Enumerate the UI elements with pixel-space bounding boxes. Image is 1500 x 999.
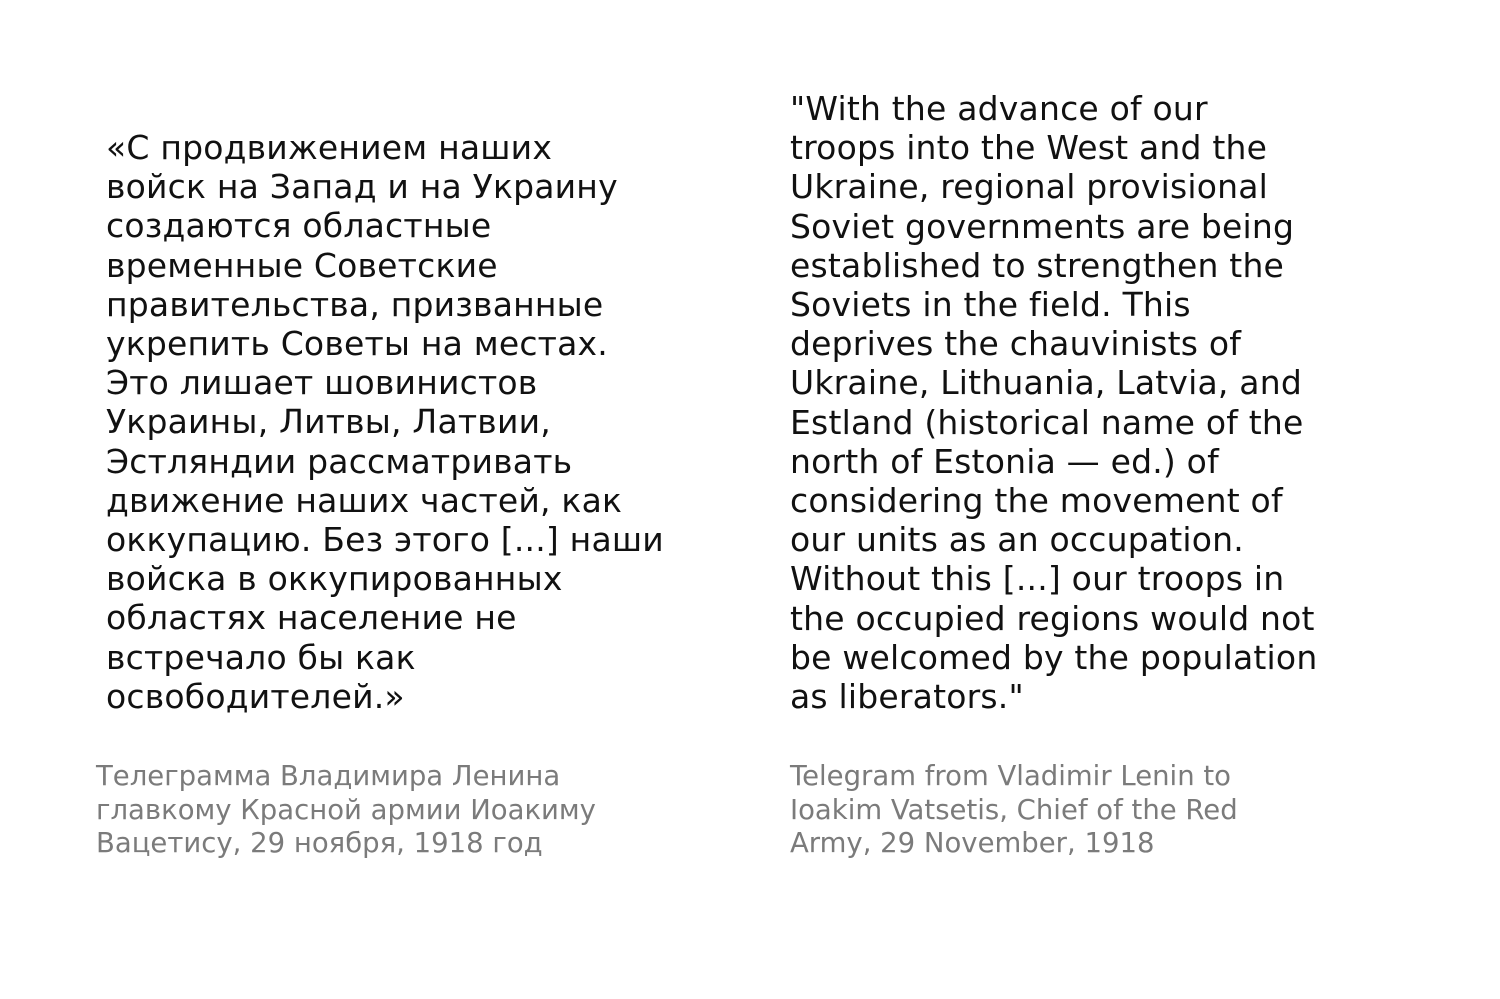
quote-english: "With the advance of our troops into the West and the Ukraine, regional provisional Soviet governments are being established to strengthen the Soviets in the field. This deprives the chauvinists of Ukraine, Lithuania, Latvia, and Estland (historical name of the north of Estonia — ed.) of considering the movement of our units as an occupation. Without this [...] our troops in the occupied regions would not be welcomed by the population as liberators." [790,89,1318,717]
caption-english: Telegram from Vladimir Lenin to Ioakim Vatsetis, Chief of the Red Army, 29 November, 1918 [790,760,1238,859]
caption-russian: Телеграмма Владимира Ленина главкому Красной армии Иоакиму Вацетису, 29 ноября, 1918 год [96,760,596,859]
quote-russian: «С продвижением наших войск на Запад и на Украину создаются областные временные Советские правительства, призванные укрепить Советы на местах. Это лишает шовинистов Украины, Литвы, Латвии, Эстляндии рассматривать движение наших частей, как оккупацию. Без этого [...] наши войска в оккупированных областях население не встречало бы как освободителей.» [106,128,664,716]
